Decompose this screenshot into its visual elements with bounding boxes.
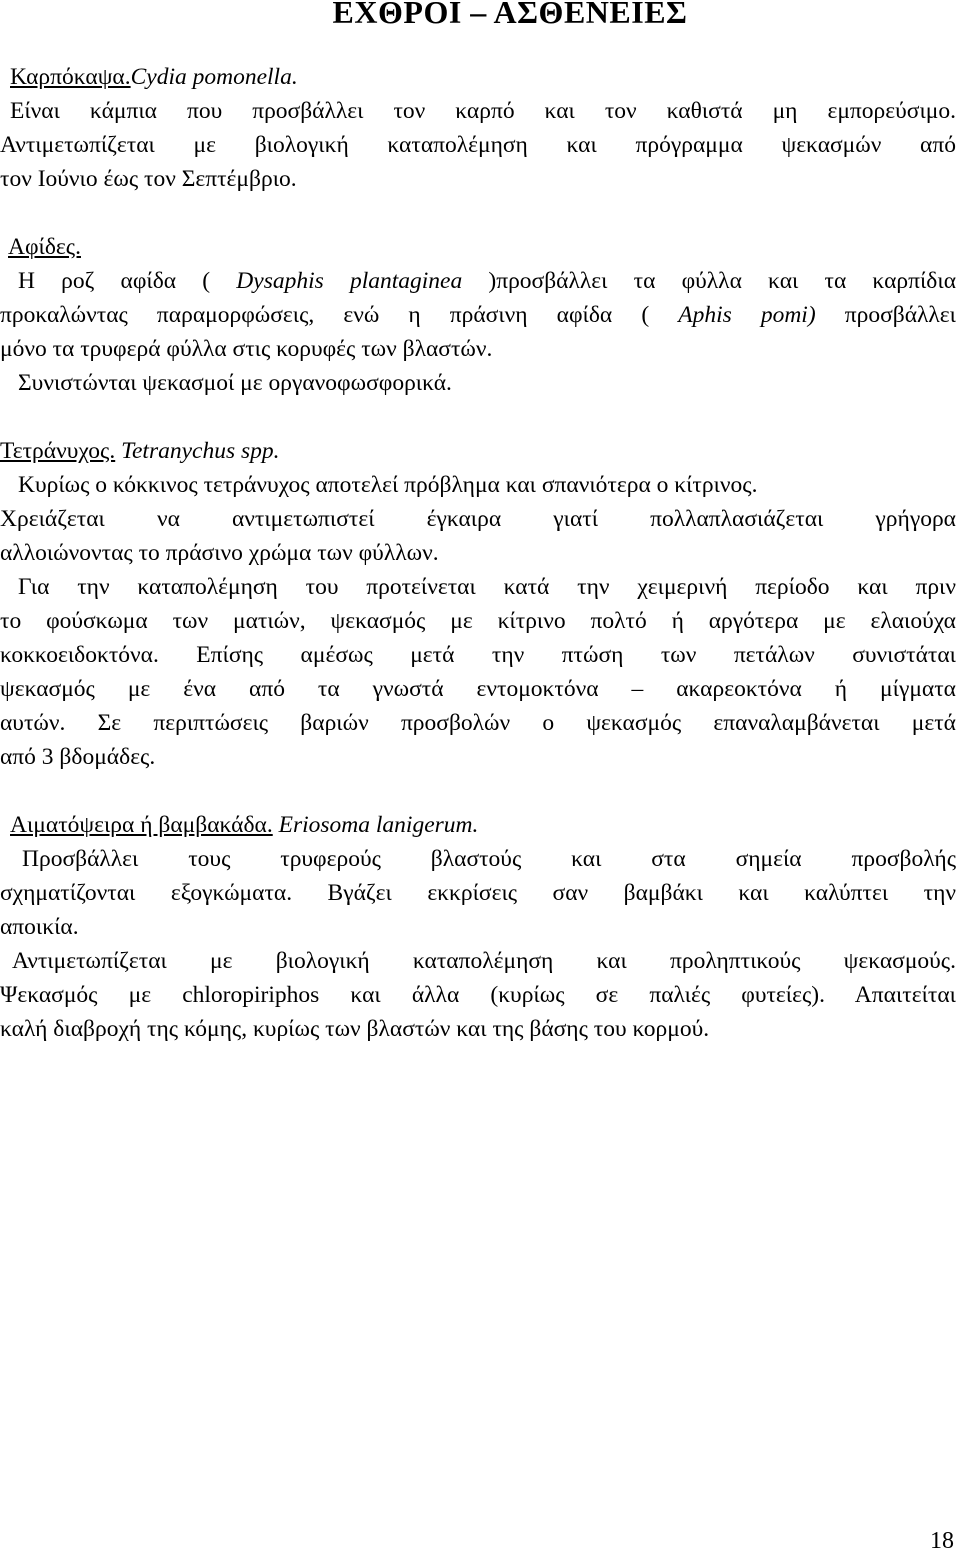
paragraph-line: από 3 βδομάδες. (0, 744, 156, 770)
paragraph-line: μόνο τα τρυφερά φύλλα στις κορυφές των βλαστών. (0, 336, 493, 362)
paragraph-line: το φούσκωμα των ματιών, ψεκασμός με κίτρινο πολτό ή αργότερα με ελαιούχα (0, 608, 956, 634)
heading-text: Τετράνυχος. (0, 438, 116, 464)
heading-scientific-name: Eriosoma lanigerum. (272, 812, 479, 838)
document-body (0, 60, 956, 1046)
paragraph-line: Είναι κάμπια που προσβάλλει τον καρπό και τον καθιστά μη εμπορεύσιμο. (10, 98, 956, 124)
page-title: ΕΧΘΡΟΙ – ΑΣΘΕΝΕΙΕΣ (332, 0, 688, 30)
heading-scientific-name: Tetranychus spp. (115, 438, 280, 464)
paragraph-line: τον Ιούνιο έως τον Σεπτέμβριο. (0, 166, 297, 192)
paragraph-line: Κυρίως ο κόκκινος τετράνυχος αποτελεί πρόβλημα και σπανιότερα ο κίτρινος. (18, 472, 758, 498)
text-run: προσβάλλει (815, 302, 956, 328)
text-run: Η ροζ αφίδα ( (18, 268, 237, 294)
scientific-name: Aphis pomi) (678, 302, 816, 328)
paragraph-line: Συνιστώνται ψεκασμοί με οργανοφωσφορικά. (18, 370, 452, 396)
paragraph-line: Για την καταπολέμηση του προτείνεται κατά την χειμερινή περίοδο και πριν (18, 574, 956, 600)
paragraph-line: Προσβάλλει τους τρυφερούς βλαστούς και στα σημεία προσβολής (22, 846, 956, 872)
paragraph-line: καλή διαβροχή της κόμης, κυρίως των βλαστών και της βάσης του κορμού. (0, 1016, 710, 1042)
paragraph-line: Αντιμετωπίζεται με βιολογική καταπολέμηση και προληπτικούς ψεκασμούς. (12, 948, 956, 974)
heading-text: Αιματόψειρα ή βαμβακάδα. (10, 812, 273, 838)
paragraph-line: αλλοιώνοντας το πράσινο χρώμα των φύλλων. (0, 540, 439, 566)
text-run: )προσβάλλει τα φύλλα και τα καρπίδια (462, 268, 957, 294)
paragraph-line: αποικία. (0, 914, 79, 940)
section-heading-aphids (0, 230, 956, 264)
text-run: προκαλώντας παραμορφώσεις, ενώ η πράσινη αφίδα ( (0, 302, 679, 328)
paragraph-line: σχηματίζονται εξογκώματα. Βγάζει εκκρίσεις σαν βαμβάκι και καλύπτει την (0, 880, 956, 906)
paragraph-line (0, 298, 956, 332)
paragraph-line: Αντιμετωπίζεται με βιολογική καταπολέμηση και πρόγραμμα ψεκασμών από (0, 132, 956, 158)
paragraph-line (0, 264, 956, 298)
paragraph-line: ψεκασμός με ένα από τα γνωστά εντομοκτόνα – ακαρεοκτόνα ή μίγματα (0, 676, 956, 702)
paragraph-line: αυτών. Σε περιπτώσεις βαριών προσβολών ο ψεκασμός επαναλαμβάνεται μετά (0, 710, 956, 736)
paragraph-line: κοκκοειδοκτόνα. Επίσης αμέσως μετά την πτώση των πετάλων συνιστάται (0, 642, 956, 668)
paragraph-line: Χρειάζεται να αντιμετωπιστεί έγκαιρα γιατί πολλαπλασιάζεται γρήγορα (0, 506, 956, 532)
page-number: 18 (930, 1528, 954, 1554)
heading-text: Αφίδες. (8, 234, 81, 260)
spacer (0, 196, 956, 230)
section-heading-woolly-aphid (0, 808, 956, 842)
scientific-name: Dysaphis plantaginea (236, 268, 463, 294)
heading-text: Καρπόκαψα. (10, 64, 131, 90)
spacer (0, 400, 956, 434)
section-heading-codling-moth (0, 60, 956, 94)
spacer (0, 774, 956, 808)
heading-scientific-name: Cydia pomonella. (130, 64, 298, 90)
section-heading-spider-mite (0, 434, 956, 468)
paragraph-line: Ψεκασμός με chloropiriphos και άλλα (κυρίως σε παλιές φυτείες). Απαιτείται (0, 982, 956, 1008)
